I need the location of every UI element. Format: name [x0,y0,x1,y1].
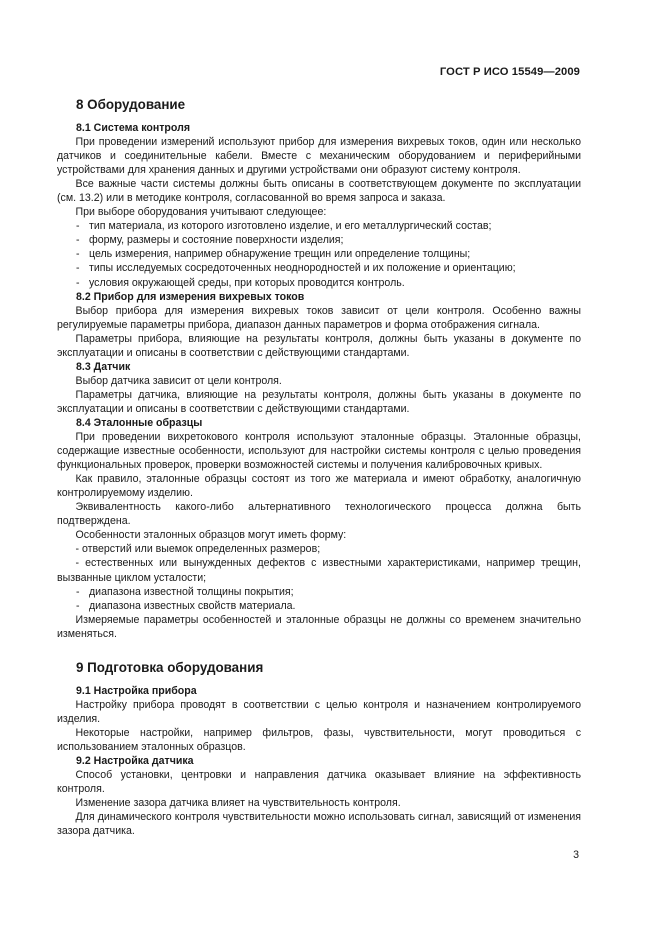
list-item: - естественных или вынужденных дефектов с известными характеристиками, например трещин, вызванные циклом усталости; [57,557,581,584]
section-8-1-heading: 8.1 Система контроля [76,122,191,134]
paragraph: При проведении вихретокового контроля используют эталонные образцы. Эталонные образцы, содержащие известные особенности, используют для настройки системы контроля с целью проведения функциональных проверок, проверки возможностей системы и получения калибровочных кривых. [57,431,581,472]
list-item: - отверстий или выемок определенных размеров; [75,543,321,556]
document-id-header: ГОСТ Р ИСО 15549—2009 [439,66,580,78]
section-9-2-heading: 9.2 Настройка датчика [76,754,194,767]
paragraph: Особенности эталонных образцов могут иметь форму: [75,529,347,542]
section-8-2-heading: 8.2 Прибор для измерения вихревых токов [76,290,305,303]
paragraph: Некоторые настройки, например фильтров, фазы, чувствительности, могут проводиться с использованием эталонных образцов. [57,726,581,753]
list-item: - цель измерения, например обнаружение трещин или определение толщины; [76,248,471,261]
list-item: - тип материала, из которого изготовлено изделие, и его металлургический состав; [76,220,492,233]
list-dash: - [75,543,82,556]
list-item: - диапазона известной толщины покрытия; [76,585,294,598]
list-dash: - [76,248,80,261]
section-8-4-heading: 8.4 Эталонные образцы [76,416,203,429]
list-dash: - [76,599,80,612]
paragraph: Настройку прибора проводят в соответствии с целью контроля и назначением контролируемого изделия. [57,698,581,725]
list-item: - форму, размеры и состояние поверхности изделия; [76,234,344,247]
paragraph: Как правило, эталонные образцы состоят из того же материала и имеют обработку, аналогичную контролируемому изделию. [57,473,581,500]
paragraph: Изменение зазора датчика влияет на чувствительность контроля. [75,797,401,810]
list-dash: - [76,220,80,233]
list-dash: - [76,585,80,598]
list-dash: - [75,557,86,570]
paragraph: Измеряемые параметры особенностей и эталонные образцы не должны со временем значительно изменяться. [57,613,581,640]
paragraph: При проведении измерений используют прибор для измерения вихревых токов, один или несколько датчиков и соединительные кабели. Вместе с механическим оборудованием и периферийными устройствами для хранения данных и другими устройствами они образуют систему контроля. [57,136,581,177]
list-dash: - [76,276,80,289]
paragraph: Выбор датчика зависит от цели контроля. [75,374,282,387]
section-9-heading: 9 Подготовка оборудования [76,659,264,675]
page-number: 3 [573,849,579,861]
paragraph: Все важные части системы должны быть описаны в соответствующем документе по эксплуатации (см. 13.2) или в методике контроля, согласованной во время запроса и заказа. [57,178,581,205]
list-dash: - [76,262,80,275]
list-item: - типы исследуемых сосредоточенных неоднородностей и их положение и ориентацию; [76,262,516,275]
list-dash: - [76,234,80,247]
paragraph: Для динамического контроля чувствительности можно использовать сигнал, зависящий от изменения зазора датчика. [57,811,581,838]
paragraph: Параметры датчика, влияющие на результаты контроля, должны быть указаны в документе по эксплуатации и описаны в соответствии с действующими стандартами. [57,388,581,415]
paragraph: Выбор прибора для измерения вихревых токов зависит от цели контроля. Особенно важны регулируемые параметры прибора, диапазон данных параметров и форма отображения сигнала. [57,304,581,331]
list-item: - диапазона известных свойств материала. [76,599,296,612]
paragraph: Эквивалентность какого-либо альтернативного технологического процесса должна быть подтверждена. [57,501,581,528]
page-content [57,96,581,838]
section-9-1-heading: 9.1 Настройка прибора [76,684,197,697]
paragraph: При выборе оборудования учитывают следующее: [75,206,327,219]
section-8-heading: 8 Оборудование [76,97,186,112]
list-item: - условия окружающей среды, при которых проводится контроль. [76,276,405,289]
paragraph: Способ установки, центровки и направления датчика оказывает влияние на эффективность контроля. [57,769,581,796]
section-8-3-heading: 8.3 Датчик [76,360,131,373]
paragraph: Параметры прибора, влияющие на результаты контроля, должны быть указаны в документе по эксплуатации и описаны в соответствии с действующими стандартами. [57,332,581,359]
